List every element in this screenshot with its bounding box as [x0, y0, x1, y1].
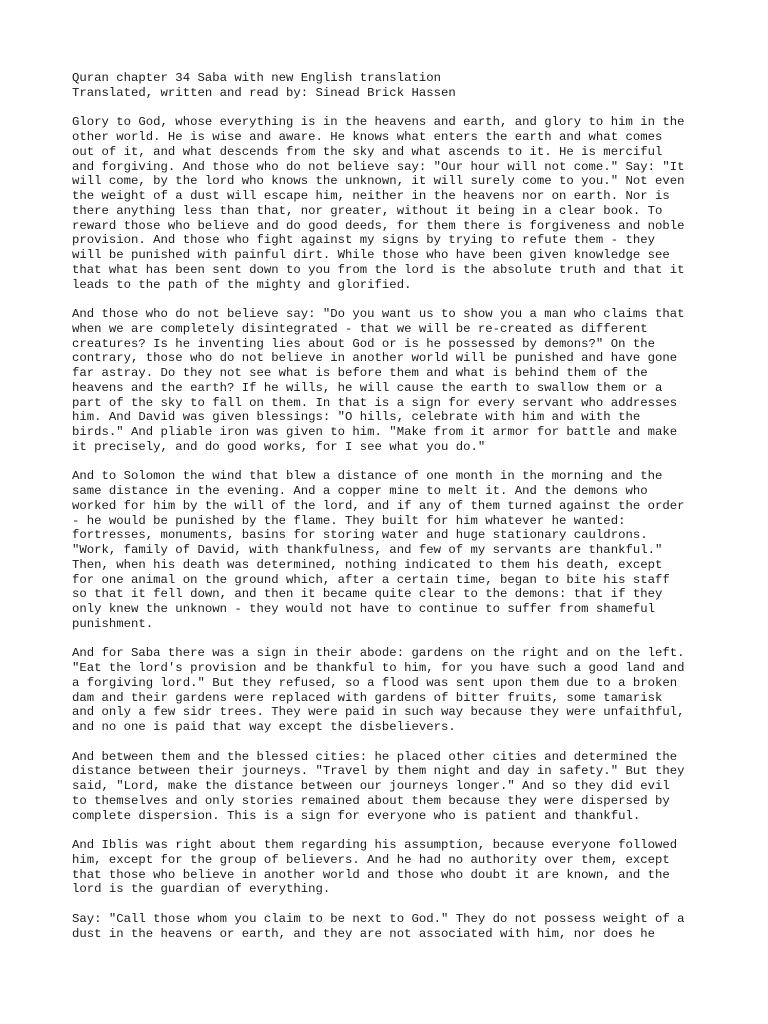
- paragraph-2: And those who do not believe say: "Do you want us to show you a man who claims that when we are completely disintegrated - that we will be re-created as different creatures? Is he inventing lies about God or is he possessed by demons?" On the contrary, those who do not believe in another world will be punished and have gone far astray. Do they not see what is before them and what is behind them of the heavens and the earth? If he wills, he will cause the earth to swallow them or a part of the sky to fall on them. In that is a sign for every servant who addresses him. And David was given blessings: "O hills, celebrate with him and with the birds." And pliable iron was given to him. "Make from it armor for battle and make it precisely, and do good works, for I see what you do.": [72, 307, 685, 454]
- paragraph-4: And for Saba there was a sign in their abode: gardens on the right and on the left. "Eat the lord's provision and be thankful to him, for you have such a good land and a forgiving lord." But they refused, so a flood was sent upon them due to a broken dam and their gardens were replaced with gardens of bitter fruits, some tamarisk and only a few sidr trees. They were paid in such way because they were unfaithful, and no one is paid that way except the disbelievers.: [72, 646, 685, 734]
- paragraph-3: And to Solomon the wind that blew a distance of one month in the morning and the same distance in the evening. And a copper mine to melt it. And the demons who worked for him by the will of the lord, and if any of them turned against the order - he would be punished by the flame. They built for him whatever he wanted: fortresses, monuments, basins for storing water and huge stationary cauldrons. "Work, family of David, with thankfulness, and few of my servants are thankful." Then, when his death was determined, nothing indicated to them his death, except for one animal on the ground which, after a certain time, began to bite his staff so that it fell down, and then it became quite clear to the demons: that if they only knew the unknown - they would not have to continue to suffer from shameful punishment.: [72, 469, 685, 631]
- paragraph-5: And between them and the blessed cities: he placed other cities and determined the distance between their journeys. "Travel by them night and day in safety." But they said, "Lord, make the distance between our journeys longer." And so they did evil to themselves and only stories remained about them because they were dispersed by complete dispersion. This is a sign for everyone who is patient and thankful.: [72, 749, 685, 823]
- document-page: [72, 71, 702, 956]
- paragraph-6: And Iblis was right about them regarding his assumption, because everyone followed him, except for the group of believers. And he had no authority over them, except that those who believe in another world and those who doubt it are known, and the lord is the guardian of everything.: [72, 838, 678, 897]
- document-title: Quran chapter 34 Saba with new English translation: [72, 71, 441, 85]
- document-byline: Translated, written and read by: Sinead Brick Hassen: [72, 85, 456, 100]
- document-header: [72, 71, 702, 101]
- paragraph-1: Glory to God, whose everything is in the heavens and earth, and glory to him in the other world. He is wise and aware. He knows what enters the earth and what comes out of it, and what descends from the sky and what ascends to it. He is merciful and forgiving. And those who do not believe say: "Our hour will not come." Say: "It will come, by the lord who knows the unknown, it will surely come to you." Not even the weight of a dust will escape him, neither in the heavens nor on earth. Nor is there anything less than that, nor greater, without it being in a clear book. To reward those who believe and do good deeds, for them there is forgiveness and noble provision. And those who fight against my signs by trying to refute them - they will be punished with painful dirt. While those who have been given knowledge see that what has been sent down to you from the lord is the absolute truth and that it leads to the path of the mighty and glorified.: [72, 115, 685, 292]
- paragraph-7: Say: "Call those whom you claim to be next to God." They do not possess weight of a dust in the heavens or earth, and they are not associated with him, nor does he: [72, 911, 685, 941]
